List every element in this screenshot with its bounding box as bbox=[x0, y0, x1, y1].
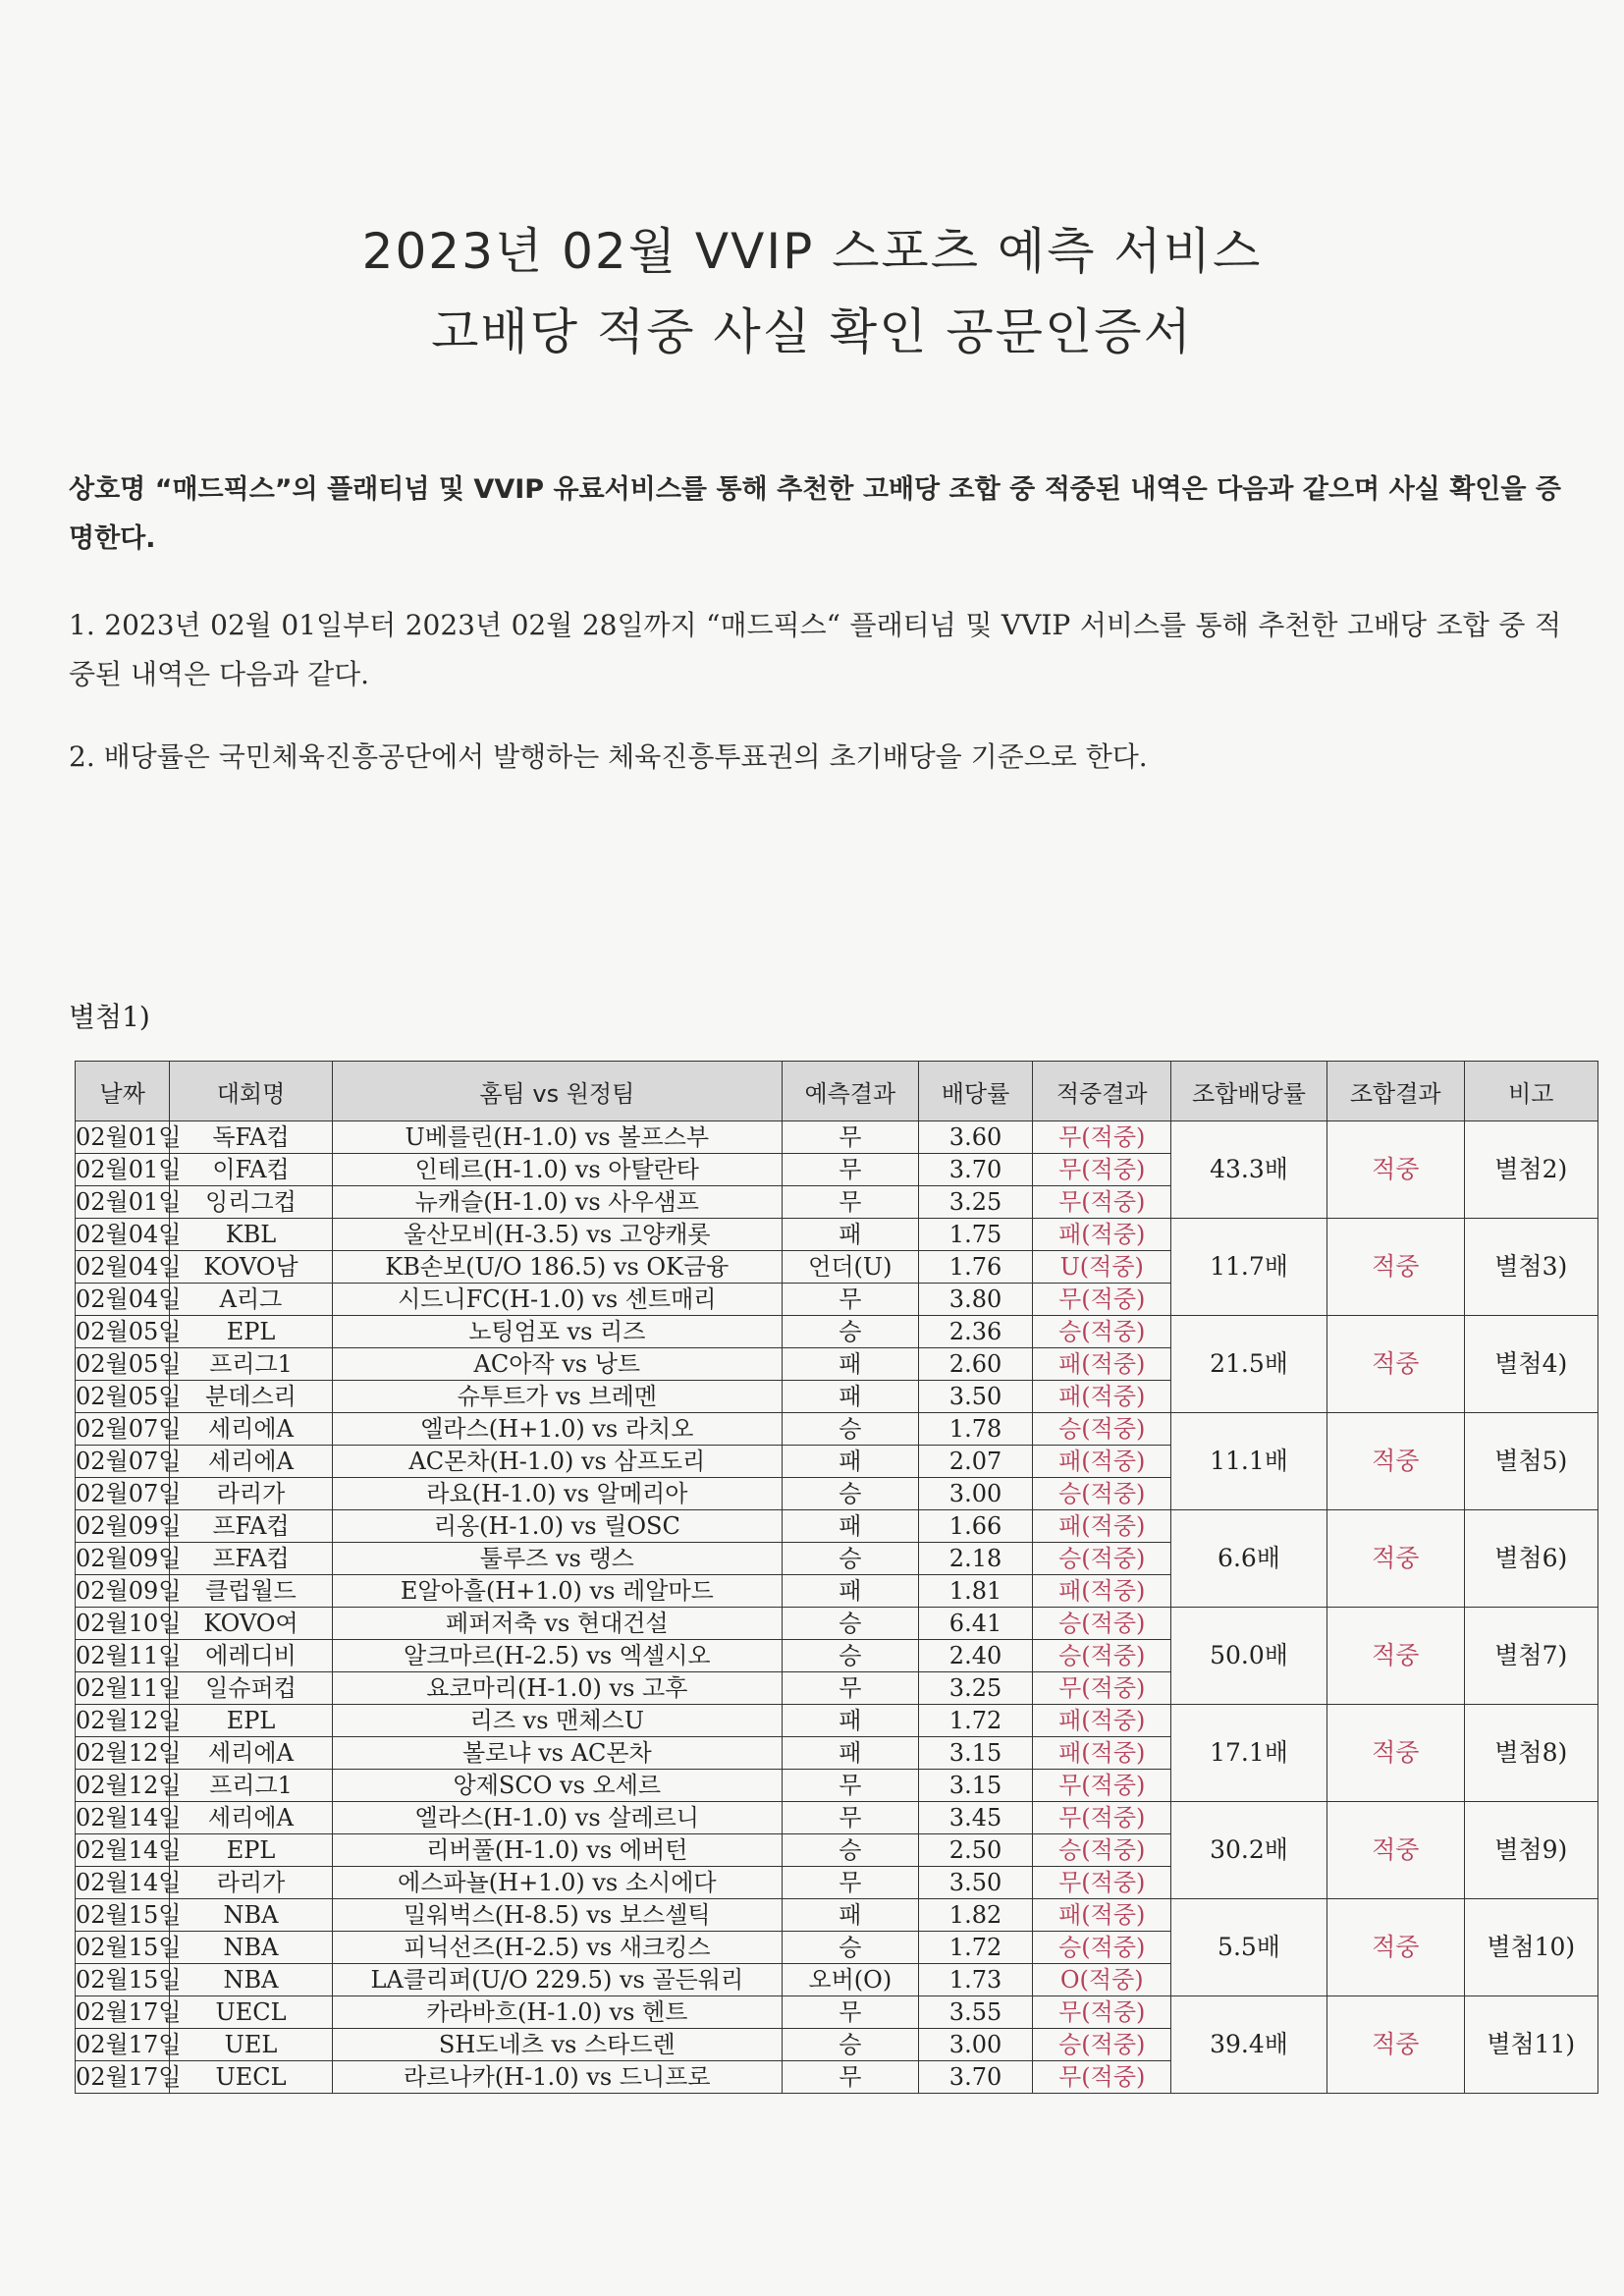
cell-date: 02월11일 bbox=[76, 1640, 170, 1672]
cell-odds: 2.36 bbox=[918, 1316, 1033, 1348]
cell-result: 승(적중) bbox=[1033, 1640, 1171, 1672]
cell-odds: 3.50 bbox=[918, 1867, 1033, 1899]
cell-pick: 무 bbox=[783, 1672, 918, 1705]
cell-match: 리버풀(H-1.0) vs 에버턴 bbox=[332, 1834, 783, 1867]
cell-combo-result: 적중 bbox=[1327, 1413, 1465, 1510]
cell-combo-odds: 39.4배 bbox=[1171, 1996, 1327, 2094]
table-row bbox=[76, 1705, 1598, 1737]
cell-date: 02월07일 bbox=[76, 1478, 170, 1510]
cell-league: 세리에A bbox=[170, 1413, 332, 1446]
cell-result: 무(적중) bbox=[1033, 2061, 1171, 2094]
cell-date: 02월17일 bbox=[76, 1996, 170, 2029]
cell-result: 무(적중) bbox=[1033, 1996, 1171, 2029]
cell-combo-odds: 5.5배 bbox=[1171, 1899, 1327, 1996]
cell-league: 세리에A bbox=[170, 1737, 332, 1770]
cell-league: EPL bbox=[170, 1834, 332, 1867]
cell-pick: 승 bbox=[783, 1932, 918, 1964]
cell-combo-result: 적중 bbox=[1327, 1121, 1465, 1219]
cell-odds: 1.81 bbox=[918, 1575, 1033, 1608]
cell-odds: 1.73 bbox=[918, 1964, 1033, 1996]
cell-result: 무(적중) bbox=[1033, 1672, 1171, 1705]
cell-odds: 1.66 bbox=[918, 1510, 1033, 1543]
cell-pick: 무 bbox=[783, 1186, 918, 1219]
intro-paragraph: 상호명 “매드픽스”의 플래티넘 및 VVIP 유료서비스를 통해 추천한 고배당 조합 중 적중된 내역은 다음과 같으며 사실 확인을 증명한다. bbox=[69, 474, 1561, 554]
header-combo-odds: 조합배당률 bbox=[1171, 1062, 1327, 1121]
cell-date: 02월05일 bbox=[76, 1316, 170, 1348]
cell-date: 02월07일 bbox=[76, 1446, 170, 1478]
cell-league: 프FA컵 bbox=[170, 1543, 332, 1575]
cell-date: 02월04일 bbox=[76, 1284, 170, 1316]
attachment-label: 별첨1) bbox=[69, 1001, 150, 1033]
cell-league: UECL bbox=[170, 2061, 332, 2094]
cell-result: 승(적중) bbox=[1033, 1478, 1171, 1510]
cell-pick: 패 bbox=[783, 1705, 918, 1737]
cell-match: 리즈 vs 맨체스U bbox=[332, 1705, 783, 1737]
cell-match: 라르나카(H-1.0) vs 드니프로 bbox=[332, 2061, 783, 2094]
cell-match: 슈투트가 vs 브레멘 bbox=[332, 1381, 783, 1413]
cell-league: KOVO남 bbox=[170, 1251, 332, 1284]
cell-result: 무(적중) bbox=[1033, 1867, 1171, 1899]
cell-odds: 6.41 bbox=[918, 1608, 1033, 1640]
cell-pick: 승 bbox=[783, 2029, 918, 2061]
cell-result: 무(적중) bbox=[1033, 1284, 1171, 1316]
cell-pick: 무 bbox=[783, 1996, 918, 2029]
cell-result: 무(적중) bbox=[1033, 1802, 1171, 1834]
cell-note: 별첨5) bbox=[1464, 1413, 1598, 1510]
table-row bbox=[76, 1802, 1598, 1834]
cell-combo-odds: 11.1배 bbox=[1171, 1413, 1327, 1510]
cell-league: A리그 bbox=[170, 1284, 332, 1316]
cell-match: 요코마리(H-1.0) vs 고후 bbox=[332, 1672, 783, 1705]
cell-date: 02월14일 bbox=[76, 1834, 170, 1867]
cell-pick: 무 bbox=[783, 1802, 918, 1834]
clause-2: 2. 배당률은 국민체육진흥공단에서 발행하는 체육진흥투표권의 초기배당을 기준으로 한다. bbox=[69, 740, 1148, 773]
cell-result: 승(적중) bbox=[1033, 2029, 1171, 2061]
cell-date: 02월09일 bbox=[76, 1510, 170, 1543]
document-title-line1: 2023년 02월 VVIP 스포츠 예측 서비스 bbox=[361, 223, 1263, 280]
cell-match: LA클리퍼(U/O 229.5) vs 골든워리 bbox=[332, 1964, 783, 1996]
cell-date: 02월15일 bbox=[76, 1964, 170, 1996]
cell-combo-odds: 30.2배 bbox=[1171, 1802, 1327, 1899]
cell-league: 독FA컵 bbox=[170, 1121, 332, 1154]
cell-match: 에스파뇰(H+1.0) vs 소시에다 bbox=[332, 1867, 783, 1899]
cell-league: NBA bbox=[170, 1899, 332, 1932]
cell-league: 세리에A bbox=[170, 1446, 332, 1478]
cell-note: 별첨3) bbox=[1464, 1219, 1598, 1316]
cell-pick: 패 bbox=[783, 1219, 918, 1251]
cell-odds: 3.15 bbox=[918, 1770, 1033, 1802]
table-row bbox=[76, 1121, 1598, 1154]
cell-match: U베를린(H-1.0) vs 볼프스부 bbox=[332, 1121, 783, 1154]
cell-pick: 패 bbox=[783, 1737, 918, 1770]
cell-result: 승(적중) bbox=[1033, 1543, 1171, 1575]
cell-pick: 언더(U) bbox=[783, 1251, 918, 1284]
cell-note: 별첨9) bbox=[1464, 1802, 1598, 1899]
cell-date: 02월07일 bbox=[76, 1413, 170, 1446]
cell-result: 패(적중) bbox=[1033, 1510, 1171, 1543]
results-table bbox=[75, 1061, 1598, 2094]
cell-result: 패(적중) bbox=[1033, 1348, 1171, 1381]
table-row bbox=[76, 1899, 1598, 1932]
cell-result: U(적중) bbox=[1033, 1251, 1171, 1284]
cell-match: AC몬차(H-1.0) vs 삼프도리 bbox=[332, 1446, 783, 1478]
header-result: 적중결과 bbox=[1033, 1062, 1171, 1121]
cell-league: 라리가 bbox=[170, 1867, 332, 1899]
cell-note: 별첨6) bbox=[1464, 1510, 1598, 1608]
cell-league: 잉리그컵 bbox=[170, 1186, 332, 1219]
cell-odds: 2.07 bbox=[918, 1446, 1033, 1478]
cell-odds: 3.70 bbox=[918, 2061, 1033, 2094]
cell-odds: 3.00 bbox=[918, 2029, 1033, 2061]
cell-date: 02월09일 bbox=[76, 1575, 170, 1608]
cell-pick: 승 bbox=[783, 1478, 918, 1510]
header-note: 비고 bbox=[1464, 1062, 1598, 1121]
cell-odds: 3.15 bbox=[918, 1737, 1033, 1770]
cell-result: 승(적중) bbox=[1033, 1413, 1171, 1446]
clause-1: 1. 2023년 02월 01일부터 2023년 02월 28일까지 “매드픽스“ 플래티넘 및 VVIP 서비스를 통해 추천한 고배당 조합 중 적중된 내역은 다음과 같다. bbox=[69, 609, 1561, 690]
cell-odds: 2.60 bbox=[918, 1348, 1033, 1381]
table-body bbox=[76, 1121, 1598, 2094]
cell-pick: 승 bbox=[783, 1413, 918, 1446]
cell-date: 02월04일 bbox=[76, 1219, 170, 1251]
cell-pick: 패 bbox=[783, 1381, 918, 1413]
cell-combo-result: 적중 bbox=[1327, 1996, 1465, 2094]
cell-note: 별첨4) bbox=[1464, 1316, 1598, 1413]
cell-result: 패(적중) bbox=[1033, 1446, 1171, 1478]
cell-date: 02월12일 bbox=[76, 1705, 170, 1737]
cell-note: 별첨2) bbox=[1464, 1121, 1598, 1219]
cell-odds: 2.40 bbox=[918, 1640, 1033, 1672]
cell-combo-odds: 11.7배 bbox=[1171, 1219, 1327, 1316]
header-odds: 배당률 bbox=[918, 1062, 1033, 1121]
cell-match: 울산모비(H-3.5) vs 고양캐롯 bbox=[332, 1219, 783, 1251]
cell-odds: 3.25 bbox=[918, 1186, 1033, 1219]
cell-pick: 무 bbox=[783, 1154, 918, 1186]
cell-league: KOVO여 bbox=[170, 1608, 332, 1640]
cell-date: 02월01일 bbox=[76, 1121, 170, 1154]
cell-result: 패(적중) bbox=[1033, 1381, 1171, 1413]
cell-odds: 2.18 bbox=[918, 1543, 1033, 1575]
cell-date: 02월14일 bbox=[76, 1867, 170, 1899]
cell-match: 인테르(H-1.0) vs 아탈란타 bbox=[332, 1154, 783, 1186]
cell-pick: 무 bbox=[783, 1770, 918, 1802]
cell-odds: 1.72 bbox=[918, 1705, 1033, 1737]
cell-note: 별첨7) bbox=[1464, 1608, 1598, 1705]
cell-odds: 3.55 bbox=[918, 1996, 1033, 2029]
cell-combo-result: 적중 bbox=[1327, 1899, 1465, 1996]
cell-match: 밀워벅스(H-8.5) vs 보스셀틱 bbox=[332, 1899, 783, 1932]
cell-date: 02월04일 bbox=[76, 1251, 170, 1284]
cell-combo-result: 적중 bbox=[1327, 1316, 1465, 1413]
cell-pick: 승 bbox=[783, 1640, 918, 1672]
cell-result: 무(적중) bbox=[1033, 1154, 1171, 1186]
cell-match: 툴루즈 vs 랭스 bbox=[332, 1543, 783, 1575]
cell-league: UECL bbox=[170, 1996, 332, 2029]
cell-pick: 무 bbox=[783, 1284, 918, 1316]
cell-match: 뉴캐슬(H-1.0) vs 사우샘프 bbox=[332, 1186, 783, 1219]
cell-date: 02월10일 bbox=[76, 1608, 170, 1640]
cell-pick: 승 bbox=[783, 1608, 918, 1640]
cell-odds: 2.50 bbox=[918, 1834, 1033, 1867]
cell-combo-result: 적중 bbox=[1327, 1705, 1465, 1802]
header-league: 대회명 bbox=[170, 1062, 332, 1121]
cell-pick: 무 bbox=[783, 2061, 918, 2094]
table-row bbox=[76, 1510, 1598, 1543]
cell-league: 프리그1 bbox=[170, 1348, 332, 1381]
cell-note: 별첨11) bbox=[1464, 1996, 1598, 2094]
cell-date: 02월09일 bbox=[76, 1543, 170, 1575]
cell-league: EPL bbox=[170, 1705, 332, 1737]
cell-result: 승(적중) bbox=[1033, 1932, 1171, 1964]
cell-result: 승(적중) bbox=[1033, 1316, 1171, 1348]
cell-league: 세리에A bbox=[170, 1802, 332, 1834]
table-row bbox=[76, 1219, 1598, 1251]
cell-match: 앙제SCO vs 오세르 bbox=[332, 1770, 783, 1802]
cell-odds: 1.72 bbox=[918, 1932, 1033, 1964]
cell-result: 패(적중) bbox=[1033, 1737, 1171, 1770]
table-row bbox=[76, 1413, 1598, 1446]
cell-pick: 패 bbox=[783, 1446, 918, 1478]
cell-combo-odds: 17.1배 bbox=[1171, 1705, 1327, 1802]
cell-league: 에레디비 bbox=[170, 1640, 332, 1672]
cell-combo-result: 적중 bbox=[1327, 1802, 1465, 1899]
cell-league: 프FA컵 bbox=[170, 1510, 332, 1543]
table-row bbox=[76, 1316, 1598, 1348]
cell-date: 02월12일 bbox=[76, 1737, 170, 1770]
cell-league: 이FA컵 bbox=[170, 1154, 332, 1186]
cell-pick: 승 bbox=[783, 1543, 918, 1575]
cell-odds: 3.60 bbox=[918, 1121, 1033, 1154]
cell-pick: 패 bbox=[783, 1510, 918, 1543]
cell-odds: 3.50 bbox=[918, 1381, 1033, 1413]
cell-match: E알아흘(H+1.0) vs 레알마드 bbox=[332, 1575, 783, 1608]
cell-result: 패(적중) bbox=[1033, 1219, 1171, 1251]
cell-league: KBL bbox=[170, 1219, 332, 1251]
cell-combo-odds: 6.6배 bbox=[1171, 1510, 1327, 1608]
header-match: 홈팀 vs 원정팀 bbox=[332, 1062, 783, 1121]
header-pick: 예측결과 bbox=[783, 1062, 918, 1121]
cell-date: 02월17일 bbox=[76, 2061, 170, 2094]
cell-odds: 1.75 bbox=[918, 1219, 1033, 1251]
cell-result: 패(적중) bbox=[1033, 1575, 1171, 1608]
cell-date: 02월15일 bbox=[76, 1899, 170, 1932]
cell-pick: 승 bbox=[783, 1316, 918, 1348]
cell-odds: 1.82 bbox=[918, 1899, 1033, 1932]
cell-date: 02월01일 bbox=[76, 1186, 170, 1219]
cell-combo-result: 적중 bbox=[1327, 1608, 1465, 1705]
cell-date: 02월01일 bbox=[76, 1154, 170, 1186]
cell-league: NBA bbox=[170, 1964, 332, 1996]
cell-odds: 1.76 bbox=[918, 1251, 1033, 1284]
cell-date: 02월05일 bbox=[76, 1348, 170, 1381]
cell-odds: 3.80 bbox=[918, 1284, 1033, 1316]
cell-combo-result: 적중 bbox=[1327, 1510, 1465, 1608]
cell-match: 피닉선즈(H-2.5) vs 새크킹스 bbox=[332, 1932, 783, 1964]
cell-pick: 무 bbox=[783, 1867, 918, 1899]
cell-odds: 3.45 bbox=[918, 1802, 1033, 1834]
cell-match: 페퍼저축 vs 현대건설 bbox=[332, 1608, 783, 1640]
cell-combo-odds: 43.3배 bbox=[1171, 1121, 1327, 1219]
cell-league: EPL bbox=[170, 1316, 332, 1348]
cell-match: 노팅엄포 vs 리즈 bbox=[332, 1316, 783, 1348]
cell-match: AC아작 vs 낭트 bbox=[332, 1348, 783, 1381]
cell-date: 02월15일 bbox=[76, 1932, 170, 1964]
cell-pick: 오버(O) bbox=[783, 1964, 918, 1996]
cell-result: 무(적중) bbox=[1033, 1770, 1171, 1802]
cell-pick: 승 bbox=[783, 1834, 918, 1867]
cell-match: 리옹(H-1.0) vs 릴OSC bbox=[332, 1510, 783, 1543]
cell-match: 시드니FC(H-1.0) vs 센트매리 bbox=[332, 1284, 783, 1316]
cell-pick: 패 bbox=[783, 1348, 918, 1381]
cell-combo-result: 적중 bbox=[1327, 1219, 1465, 1316]
cell-result: 패(적중) bbox=[1033, 1705, 1171, 1737]
header-combo-result: 조합결과 bbox=[1327, 1062, 1465, 1121]
cell-match: SH도네츠 vs 스타드렌 bbox=[332, 2029, 783, 2061]
cell-pick: 패 bbox=[783, 1575, 918, 1608]
cell-pick: 무 bbox=[783, 1121, 918, 1154]
cell-league: UEL bbox=[170, 2029, 332, 2061]
cell-match: 라요(H-1.0) vs 알메리아 bbox=[332, 1478, 783, 1510]
cell-league: 프리그1 bbox=[170, 1770, 332, 1802]
cell-league: 클럽월드 bbox=[170, 1575, 332, 1608]
cell-league: 분데스리 bbox=[170, 1381, 332, 1413]
cell-league: NBA bbox=[170, 1932, 332, 1964]
cell-match: 알크마르(H-2.5) vs 엑셀시오 bbox=[332, 1640, 783, 1672]
cell-match: 볼로냐 vs AC몬차 bbox=[332, 1737, 783, 1770]
cell-combo-odds: 21.5배 bbox=[1171, 1316, 1327, 1413]
cell-date: 02월17일 bbox=[76, 2029, 170, 2061]
cell-date: 02월14일 bbox=[76, 1802, 170, 1834]
cell-match: 엘라스(H+1.0) vs 라치오 bbox=[332, 1413, 783, 1446]
cell-note: 별첨8) bbox=[1464, 1705, 1598, 1802]
cell-odds: 3.00 bbox=[918, 1478, 1033, 1510]
cell-date: 02월05일 bbox=[76, 1381, 170, 1413]
table-header-row bbox=[76, 1062, 1598, 1121]
table-row bbox=[76, 1996, 1598, 2029]
cell-result: O(적중) bbox=[1033, 1964, 1171, 1996]
table-row bbox=[76, 1608, 1598, 1640]
cell-result: 무(적중) bbox=[1033, 1121, 1171, 1154]
cell-match: 엘라스(H-1.0) vs 살레르니 bbox=[332, 1802, 783, 1834]
cell-note: 별첨10) bbox=[1464, 1899, 1598, 1996]
cell-odds: 3.70 bbox=[918, 1154, 1033, 1186]
cell-result: 패(적중) bbox=[1033, 1899, 1171, 1932]
cell-league: 일슈퍼컵 bbox=[170, 1672, 332, 1705]
cell-result: 무(적중) bbox=[1033, 1186, 1171, 1219]
cell-result: 승(적중) bbox=[1033, 1834, 1171, 1867]
cell-date: 02월11일 bbox=[76, 1672, 170, 1705]
cell-result: 승(적중) bbox=[1033, 1608, 1171, 1640]
cell-match: KB손보(U/O 186.5) vs OK금융 bbox=[332, 1251, 783, 1284]
cell-odds: 1.78 bbox=[918, 1413, 1033, 1446]
cell-odds: 3.25 bbox=[918, 1672, 1033, 1705]
cell-pick: 패 bbox=[783, 1899, 918, 1932]
cell-league: 라리가 bbox=[170, 1478, 332, 1510]
cell-combo-odds: 50.0배 bbox=[1171, 1608, 1327, 1705]
cell-match: 카라바흐(H-1.0) vs 헨트 bbox=[332, 1996, 783, 2029]
cell-date: 02월12일 bbox=[76, 1770, 170, 1802]
header-date: 날짜 bbox=[76, 1062, 170, 1121]
document-title-line2: 고배당 적중 사실 확인 공문인증서 bbox=[431, 303, 1193, 360]
